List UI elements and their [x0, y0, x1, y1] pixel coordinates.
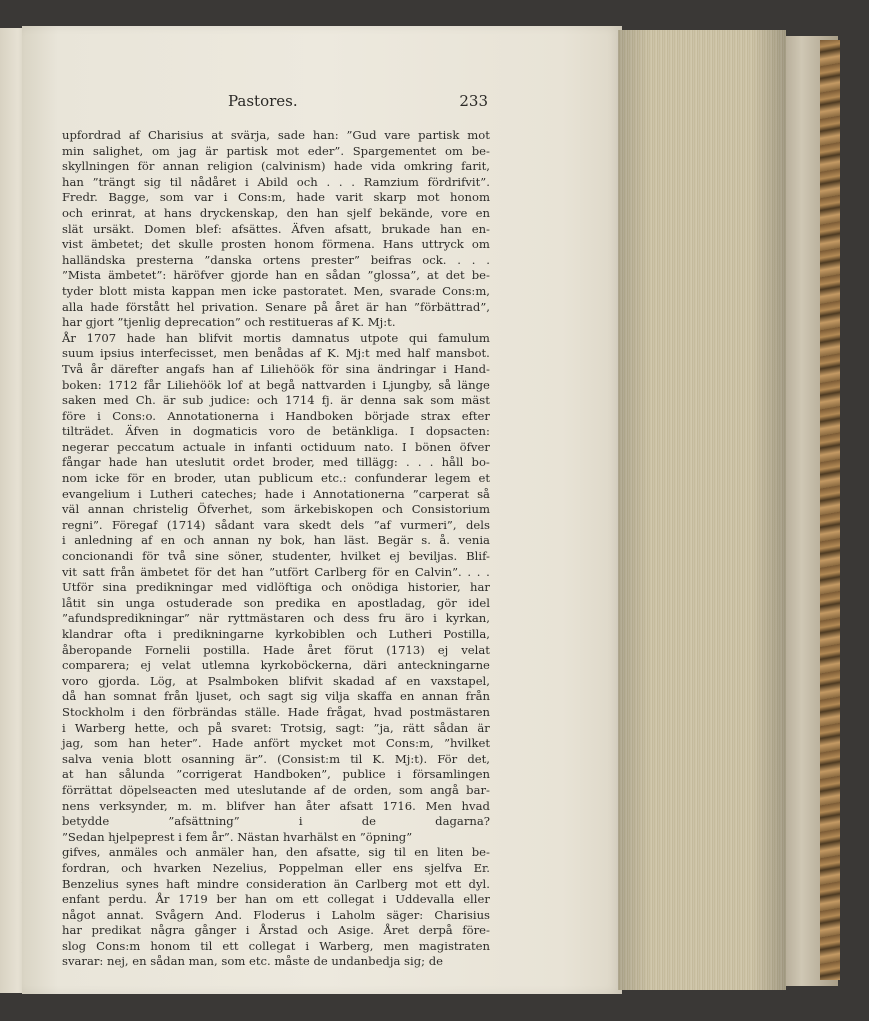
text-line: skyllningen för annan religion (calvinism) hade vida omkring farit,: [62, 159, 490, 174]
text-line: enfant perdu. År 1719 ber han om ett collegat i Uddevalla eller: [62, 892, 490, 907]
page-number: 233: [459, 92, 488, 110]
text-line: nens verksynder, m. m. blifver han åter afsatt 1716. Men hvad: [62, 798, 490, 813]
text-line: boken: 1712 får Liliehöök lof at begå nattvarden i Ljungby, så länge: [62, 377, 490, 392]
text-line: salva venia blott osanning är”. (Consist:m til K. Mj:t). För det,: [62, 751, 490, 766]
text-line: Stockholm i den förbrändas ställe. Hade frågat, hvad postmästaren: [62, 704, 490, 719]
text-line: något annat. Svågern And. Floderus i Laholm säger: Charisius: [62, 907, 490, 922]
text-line: tilträdet. Äfven in dogmaticis voro de betänkliga. I dopsacten:: [62, 424, 490, 439]
text-line: Två år därefter angafs han af Liliehöök för sina ändringar i Hand-: [62, 361, 490, 376]
text-line: väl annan christelig Öfverhet, som ärkebiskopen och Consistorium: [62, 502, 490, 517]
text-line: fordran, och hvarken Nezelius, Poppelman eller ens sjelfva Er.: [62, 860, 490, 875]
page-block-edge: [618, 30, 786, 990]
marbled-cover: [820, 40, 840, 980]
running-title: Pastores.: [228, 92, 298, 110]
text-line: min salighet, om jag är partisk mot eder”. Spargementet om be-: [62, 143, 490, 158]
text-line: slog Cons:m honom til ett collegat i Warberg, men magistraten: [62, 938, 490, 953]
text-line: vist ämbetet; det skulle prosten honom förmena. Hans uttryck om: [62, 237, 490, 252]
text-line: jag, som han heter”. Hade anfört mycket mot Cons:m, ”hvilket: [62, 736, 490, 751]
text-line: åberopande Fornelii postilla. Hade året förut (1713) ej velat: [62, 642, 490, 657]
text-line: Fredr. Bagge, som var i Cons:m, hade varit skarp mot honom: [62, 190, 490, 205]
text-line: voro gjorda. Lög, at Psalmboken blifvit skadad af en vaxstapel,: [62, 673, 490, 688]
text-line: evangelium i Lutheri cateches; hade i Annotationerna ”carperat så: [62, 486, 490, 501]
running-header: [228, 92, 488, 110]
text-line: upfordrad af Charisius at svärja, sade han: ”Gud vare partisk mot: [62, 128, 490, 142]
text-line: at han sålunda ”corrigerat Handboken”, publice i församlingen: [62, 767, 490, 782]
text-line: förrättat döpelseacten med uteslutande af de orden, som angå bar-: [62, 782, 490, 797]
text-line: låtit sin unga ostuderade son predika en apostladag, gör idel: [62, 595, 490, 610]
text-line: gifves, anmäles och anmäler han, den afsatte, sig til en liten be-: [62, 845, 490, 860]
text-line: Utför sina predikningar med vidlöftiga och onödiga historier, har: [62, 580, 490, 595]
text-line: negerar peccatum actuale in infanti octiduum nato. I bönen öfver: [62, 439, 490, 454]
text-line: saken med Ch. är sub judice: och 1714 fj. är denna sak som mäst: [62, 393, 490, 408]
text-line: och erinrat, at hans dryckenskap, den han sjelf bekände, vore en: [62, 205, 490, 220]
text-line: concionandi för två sine söner, studenter, hvilket ej beviljas. Blif-: [62, 549, 490, 564]
text-line: ”Sedan hjelpeprest i fem år”. Nästan hvarhälst en ”öpning”: [62, 829, 413, 844]
text-line: klandrar ofta i predikningarne kyrkobiblen och Lutheri Postilla,: [62, 627, 490, 641]
text-line: halländska presterna ”danska ortens prester” beifras ock. . . .: [62, 252, 490, 267]
body-text: [62, 128, 490, 970]
text-line: i Warberg hette, och på svaret: Trotsig, sagt: ”ja, rätt sådan är: [62, 720, 490, 735]
text-line: slät ursäkt. Domen blef: afsättes. Äfven afsatt, brukade han en-: [62, 221, 490, 236]
text-line: betydde ”afsättning” i de dagarna?: [62, 814, 490, 829]
text-line: tyder blott mista kappan men icke pastoratet. Men, svarade Cons:m,: [62, 283, 490, 298]
text-line: alla hade förstått hel privation. Senare på året är han ”förbättrad”,: [62, 299, 490, 314]
text-line: vit satt från ämbetet för det han ”utfört Carlberg för en Calvin”. . . .: [62, 564, 490, 579]
text-line: nom icke för en broder, utan publicum etc.: confunderar legem et: [62, 471, 490, 486]
text-line: har predikat några gånger i Årstad och Asige. Året derpå före-: [62, 923, 490, 938]
text-line: comparera; ej velat utlemna kyrkoböckerna, däri anteckningarne: [62, 658, 490, 673]
text-line: han ”trängt sig til nådåret i Abild och . . . Ramzium fördrifvit”.: [62, 174, 490, 189]
text-line: ”afundspredikningar” när ryttmästaren och dess fru äro i kyrkan,: [62, 611, 490, 626]
text-line: regni”. Föregaf (1714) sådant vara skedt dels ”af vurmeri”, dels: [62, 517, 490, 532]
text-line: före i Cons:o. Annotationerna i Handboken började strax efter: [62, 408, 490, 423]
text-line: svarar: nej, en sådan man, som etc. måste de undanbedja sig; de: [62, 954, 444, 969]
text-line: ”Mista ämbetet”: häröfver gjorde han en sådan ”glossa”, at det be-: [62, 268, 490, 283]
text-line: Benzelius synes haft mindre consideration än Carlberg mot ett dyl.: [62, 876, 490, 891]
text-line: i anledning af en och annan ny bok, han läst. Begär s. å. venia: [62, 533, 490, 548]
text-line: År 1707 hade han blifvit mortis damnatus utpote qui famulum: [62, 330, 490, 345]
text-line: fångar hade han uteslutit ordet broder, med tillägg: . . . håll bo-: [62, 455, 490, 470]
text-line: suum ipsius interfecisset, men benådas af K. Mj:t med half mansbot.: [62, 346, 490, 361]
text-line: har gjort ”tjenlig deprecation” och restitueras af K. Mj:t.: [62, 315, 396, 330]
text-line: då han somnat från ljuset, och sagt sig vilja skaffa en annan från: [62, 689, 490, 704]
